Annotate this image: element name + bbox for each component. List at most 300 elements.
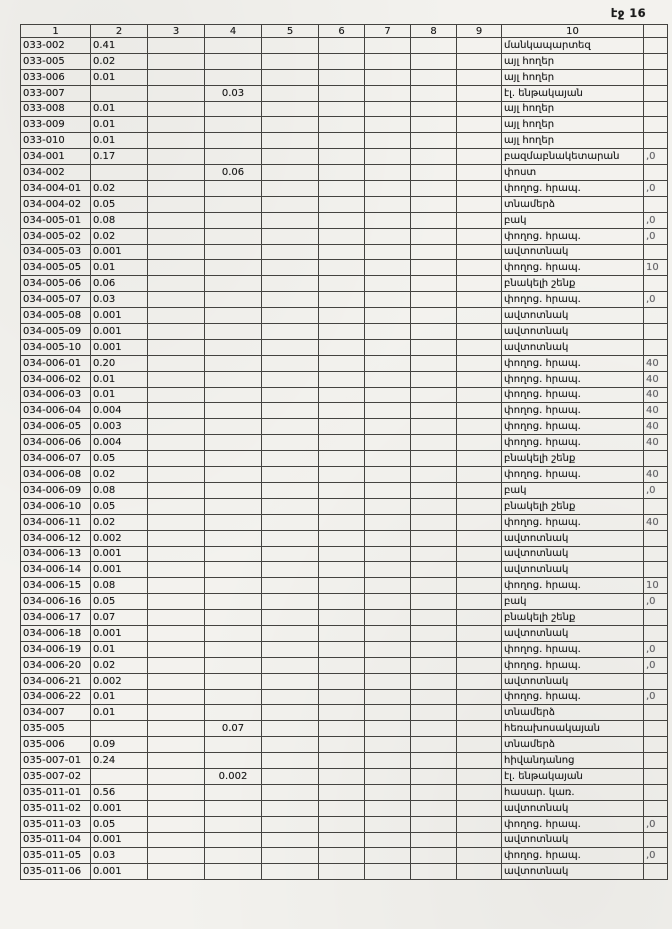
margin-note (644, 610, 668, 626)
value-cell (205, 737, 262, 753)
value-cell (262, 308, 319, 324)
value-cell (205, 705, 262, 721)
value-cell (262, 276, 319, 292)
value-cell (457, 387, 502, 403)
value-cell (411, 689, 457, 705)
value-cell (457, 260, 502, 276)
value-cell (365, 530, 411, 546)
margin-note (644, 308, 668, 324)
value-cell (365, 387, 411, 403)
margin-note (644, 705, 668, 721)
value-cell (319, 260, 365, 276)
parcel-code-cell: 034-005-07 (21, 292, 91, 308)
value-cell (411, 816, 457, 832)
value-cell (148, 451, 205, 467)
value-cell (262, 69, 319, 85)
margin-note: 40 (644, 514, 668, 530)
value-cell (262, 355, 319, 371)
value-cell (457, 339, 502, 355)
value-cell (411, 562, 457, 578)
value-cell (91, 85, 148, 101)
value-cell (319, 451, 365, 467)
value-cell (262, 165, 319, 181)
value-cell (262, 610, 319, 626)
value-cell (148, 149, 205, 165)
column-header: 10 (502, 25, 644, 38)
value-cell: 0.07 (91, 610, 148, 626)
value-cell: 0.001 (91, 864, 148, 880)
value-cell (148, 800, 205, 816)
value-cell (205, 38, 262, 54)
land-use-cell: այլ հողեր (502, 101, 644, 117)
land-use-cell: փողոց. հրապ. (502, 578, 644, 594)
value-cell (148, 705, 205, 721)
table-row (21, 292, 668, 308)
land-use-cell: փողոց. հրապ. (502, 641, 644, 657)
land-use-cell: ավտոտնակ (502, 832, 644, 848)
land-use-cell: այլ հողեր (502, 69, 644, 85)
land-use-cell: ավտոտնակ (502, 625, 644, 641)
land-use-cell: փողոց. հրապ. (502, 403, 644, 419)
table-row (21, 85, 668, 101)
value-cell: 0.002 (205, 768, 262, 784)
margin-note (644, 101, 668, 117)
value-cell (148, 244, 205, 260)
value-cell (365, 53, 411, 69)
table-row (21, 625, 668, 641)
table-row (21, 578, 668, 594)
table-body (21, 38, 668, 880)
value-cell (205, 482, 262, 498)
value-cell (205, 514, 262, 530)
table-row (21, 260, 668, 276)
value-cell (262, 403, 319, 419)
value-cell (457, 467, 502, 483)
column-header: 9 (457, 25, 502, 38)
value-cell (319, 387, 365, 403)
value-cell (365, 848, 411, 864)
margin-note: ,0 (644, 482, 668, 498)
value-cell (148, 784, 205, 800)
parcel-code-cell: 035-011-06 (21, 864, 91, 880)
value-cell (262, 530, 319, 546)
value-cell (365, 594, 411, 610)
value-cell: 0.001 (91, 244, 148, 260)
value-cell (365, 514, 411, 530)
value-cell (457, 371, 502, 387)
value-cell (205, 832, 262, 848)
value-cell (365, 435, 411, 451)
value-cell: 0.20 (91, 355, 148, 371)
value-cell (365, 673, 411, 689)
value-cell (319, 149, 365, 165)
value-cell: 0.001 (91, 546, 148, 562)
parcel-code-cell: 034-005-06 (21, 276, 91, 292)
value-cell (205, 800, 262, 816)
land-use-cell: ավտոտնակ (502, 800, 644, 816)
table-row (21, 498, 668, 514)
value-cell (262, 101, 319, 117)
value-cell (148, 85, 205, 101)
value-cell (411, 276, 457, 292)
parcel-code-cell: 034-006-15 (21, 578, 91, 594)
margin-note (644, 324, 668, 340)
value-cell (205, 689, 262, 705)
value-cell (262, 625, 319, 641)
value-cell (457, 768, 502, 784)
value-cell (205, 276, 262, 292)
value-cell (319, 816, 365, 832)
value-cell (411, 768, 457, 784)
value-cell: 0.004 (91, 435, 148, 451)
margin-note: ,0 (644, 212, 668, 228)
value-cell (319, 308, 365, 324)
value-cell (148, 69, 205, 85)
parcel-code-cell: 034-006-06 (21, 435, 91, 451)
value-cell (205, 578, 262, 594)
parcel-code-cell: 034-005-10 (21, 339, 91, 355)
value-cell (457, 324, 502, 340)
value-cell: 0.05 (91, 498, 148, 514)
parcel-code-cell: 035-011-02 (21, 800, 91, 816)
value-cell (365, 498, 411, 514)
table-row (21, 355, 668, 371)
land-use-cell: փողոց. հրապ. (502, 292, 644, 308)
value-cell (319, 117, 365, 133)
value-cell: 0.17 (91, 149, 148, 165)
value-cell (411, 546, 457, 562)
table-row (21, 610, 668, 626)
value-cell (262, 721, 319, 737)
table-row (21, 69, 668, 85)
table-row (21, 196, 668, 212)
value-cell (319, 355, 365, 371)
value-cell (148, 371, 205, 387)
value-cell (457, 196, 502, 212)
value-cell (205, 260, 262, 276)
parcel-code-cell: 035-007-02 (21, 768, 91, 784)
value-cell (148, 403, 205, 419)
value-cell (365, 117, 411, 133)
value-cell (262, 181, 319, 197)
land-use-cell: ավտոտնակ (502, 244, 644, 260)
value-cell (319, 133, 365, 149)
parcel-code-cell: 034-006-07 (21, 451, 91, 467)
value-cell (457, 498, 502, 514)
parcel-code-cell: 034-005-02 (21, 228, 91, 244)
margin-note (644, 339, 668, 355)
value-cell: 0.02 (91, 657, 148, 673)
value-cell (148, 768, 205, 784)
land-use-cell: տնամերձ (502, 737, 644, 753)
value-cell (411, 753, 457, 769)
value-cell (457, 721, 502, 737)
value-cell (457, 705, 502, 721)
margin-note (644, 784, 668, 800)
value-cell (148, 594, 205, 610)
land-use-cell: բակ (502, 212, 644, 228)
value-cell: 0.01 (91, 133, 148, 149)
land-use-cell: հասար. կառ. (502, 784, 644, 800)
table-row (21, 864, 668, 880)
value-cell (411, 498, 457, 514)
table-row (21, 244, 668, 260)
value-cell (205, 324, 262, 340)
value-cell: 0.02 (91, 181, 148, 197)
value-cell (319, 641, 365, 657)
table-row (21, 721, 668, 737)
margin-note (644, 673, 668, 689)
value-cell (319, 784, 365, 800)
value-cell (457, 403, 502, 419)
value-cell (205, 784, 262, 800)
margin-note (644, 276, 668, 292)
value-cell (411, 165, 457, 181)
margin-note (644, 38, 668, 54)
column-header: 6 (319, 25, 365, 38)
land-use-cell: բնակելի շենք (502, 276, 644, 292)
land-use-cell: փողոց. հրապ. (502, 181, 644, 197)
value-cell (411, 800, 457, 816)
value-cell (457, 625, 502, 641)
value-cell (262, 133, 319, 149)
table-row (21, 562, 668, 578)
value-cell (262, 498, 319, 514)
value-cell (411, 133, 457, 149)
value-cell (205, 673, 262, 689)
value-cell: 0.002 (91, 673, 148, 689)
parcel-code-cell: 035-011-03 (21, 816, 91, 832)
value-cell (365, 308, 411, 324)
value-cell: 0.01 (91, 260, 148, 276)
table-row (21, 689, 668, 705)
value-cell (365, 260, 411, 276)
value-cell (411, 355, 457, 371)
table-header-row (21, 25, 668, 38)
value-cell (262, 371, 319, 387)
table-row (21, 737, 668, 753)
parcel-code-cell: 034-006-22 (21, 689, 91, 705)
value-cell (262, 117, 319, 133)
value-cell (148, 864, 205, 880)
value-cell: 0.08 (91, 578, 148, 594)
value-cell (457, 562, 502, 578)
value-cell (457, 181, 502, 197)
value-cell (457, 308, 502, 324)
value-cell (365, 355, 411, 371)
margin-note (644, 451, 668, 467)
land-use-cell: բնակելի շենք (502, 451, 644, 467)
table-row (21, 228, 668, 244)
value-cell (262, 228, 319, 244)
table-row (21, 165, 668, 181)
value-cell (319, 403, 365, 419)
value-cell (205, 753, 262, 769)
value-cell (457, 451, 502, 467)
parcel-code-cell: 034-006-18 (21, 625, 91, 641)
value-cell (411, 339, 457, 355)
value-cell (411, 228, 457, 244)
parcel-code-cell: 034-002 (21, 165, 91, 181)
value-cell (411, 324, 457, 340)
margin-note (644, 165, 668, 181)
value-cell (262, 657, 319, 673)
value-cell (365, 816, 411, 832)
land-use-cell: ավտոտնակ (502, 530, 644, 546)
value-cell (319, 737, 365, 753)
value-cell (91, 768, 148, 784)
parcel-code-cell: 033-009 (21, 117, 91, 133)
value-cell (262, 546, 319, 562)
land-use-cell: ավտոտնակ (502, 324, 644, 340)
table-row (21, 181, 668, 197)
value-cell (365, 657, 411, 673)
value-cell (365, 800, 411, 816)
value-cell (365, 784, 411, 800)
value-cell (319, 848, 365, 864)
value-cell (411, 530, 457, 546)
value-cell (457, 641, 502, 657)
land-use-cell: ավտոտնակ (502, 339, 644, 355)
value-cell (411, 673, 457, 689)
land-use-cell: այլ հողեր (502, 117, 644, 133)
value-cell (262, 848, 319, 864)
value-cell (319, 625, 365, 641)
value-cell (262, 800, 319, 816)
value-cell: 0.05 (91, 196, 148, 212)
value-cell: 0.03 (205, 85, 262, 101)
value-cell (319, 832, 365, 848)
value-cell (262, 244, 319, 260)
value-cell (365, 753, 411, 769)
table-row (21, 673, 668, 689)
margin-note: ,0 (644, 848, 668, 864)
value-cell (319, 196, 365, 212)
value-cell (411, 467, 457, 483)
land-use-cell: այլ հողեր (502, 133, 644, 149)
value-cell (205, 212, 262, 228)
value-cell (411, 308, 457, 324)
value-cell (365, 196, 411, 212)
value-cell (411, 403, 457, 419)
value-cell (319, 562, 365, 578)
column-header: 7 (365, 25, 411, 38)
value-cell (319, 244, 365, 260)
margin-note (644, 737, 668, 753)
value-cell (262, 864, 319, 880)
value-cell (365, 85, 411, 101)
value-cell: 0.01 (91, 641, 148, 657)
value-cell (411, 435, 457, 451)
value-cell (205, 69, 262, 85)
value-cell (148, 721, 205, 737)
value-cell (148, 53, 205, 69)
value-cell (262, 324, 319, 340)
value-cell (457, 355, 502, 371)
parcel-code-cell: 034-006-05 (21, 419, 91, 435)
value-cell (319, 339, 365, 355)
value-cell (319, 689, 365, 705)
value-cell (262, 387, 319, 403)
margin-note: 40 (644, 355, 668, 371)
table-row (21, 38, 668, 54)
margin-note (644, 768, 668, 784)
value-cell (457, 657, 502, 673)
land-use-cell: փողոց. հրապ. (502, 435, 644, 451)
value-cell: 0.001 (91, 832, 148, 848)
value-cell: 0.001 (91, 308, 148, 324)
value-cell (205, 625, 262, 641)
value-cell (319, 292, 365, 308)
land-use-cell: փողոց. հրապ. (502, 387, 644, 403)
land-use-cell: ավտոտնակ (502, 308, 644, 324)
margin-note: ,0 (644, 149, 668, 165)
value-cell (365, 403, 411, 419)
value-cell (262, 514, 319, 530)
page-number-label: էջ 16 (610, 6, 646, 20)
value-cell (205, 387, 262, 403)
value-cell: 0.03 (91, 292, 148, 308)
value-cell (319, 101, 365, 117)
land-use-cell: հեռախոսակայան (502, 721, 644, 737)
value-cell (148, 530, 205, 546)
margin-note (644, 625, 668, 641)
value-cell (205, 403, 262, 419)
value-cell (319, 85, 365, 101)
parcel-code-cell: 034-005-09 (21, 324, 91, 340)
value-cell (148, 308, 205, 324)
value-cell (148, 212, 205, 228)
table-row (21, 530, 668, 546)
value-cell: 0.56 (91, 784, 148, 800)
land-use-cell: փողոց. հրապ. (502, 419, 644, 435)
value-cell: 0.41 (91, 38, 148, 54)
value-cell (457, 610, 502, 626)
table-row (21, 800, 668, 816)
value-cell (148, 514, 205, 530)
value-cell (457, 419, 502, 435)
value-cell (319, 864, 365, 880)
value-cell (205, 594, 262, 610)
margin-note: 40 (644, 387, 668, 403)
margin-note: ,0 (644, 292, 668, 308)
parcel-code-cell: 035-011-05 (21, 848, 91, 864)
parcel-code-cell: 033-006 (21, 69, 91, 85)
value-cell (262, 705, 319, 721)
margin-note (644, 800, 668, 816)
value-cell (457, 737, 502, 753)
value-cell (148, 832, 205, 848)
value-cell (411, 117, 457, 133)
value-cell (365, 339, 411, 355)
value-cell (262, 673, 319, 689)
land-use-cell: փողոց. հրապ. (502, 467, 644, 483)
parcel-code-cell: 035-006 (21, 737, 91, 753)
value-cell (411, 641, 457, 657)
land-use-cell: բնակելի շենք (502, 610, 644, 626)
value-cell (411, 149, 457, 165)
table-row (21, 371, 668, 387)
table-row (21, 816, 668, 832)
value-cell (319, 721, 365, 737)
value-cell (411, 69, 457, 85)
value-cell (457, 292, 502, 308)
table-row (21, 848, 668, 864)
value-cell (148, 355, 205, 371)
value-cell (411, 85, 457, 101)
value-cell (148, 133, 205, 149)
table-row (21, 387, 668, 403)
